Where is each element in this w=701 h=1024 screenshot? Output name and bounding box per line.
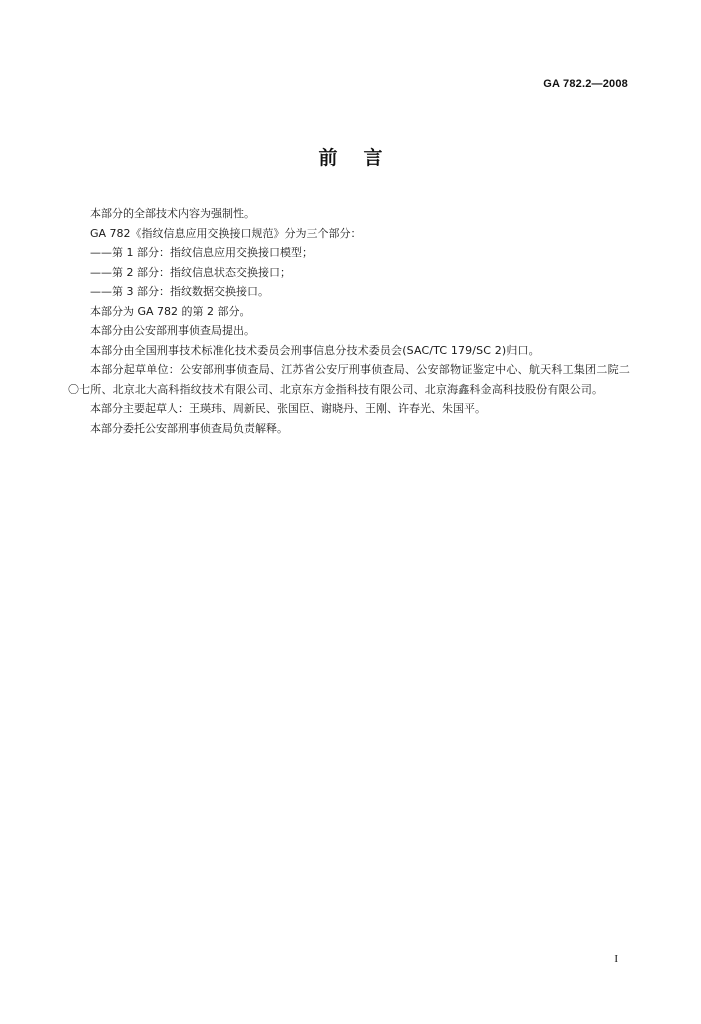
page-number: I bbox=[614, 953, 618, 965]
paragraph-this-part: 本部分为 GA 782 的第 2 部分。 bbox=[90, 304, 251, 318]
list-item-part-3: ——第 3 部分：指纹数据交换接口。 bbox=[90, 285, 269, 298]
paragraph-interpretation: 本部分委托公安部刑事侦查局负责解释。 bbox=[90, 421, 288, 435]
page-title: 前言 bbox=[318, 147, 409, 169]
paragraph-drafting-units: 本部分起草单位：公安部刑事侦查局、江苏省公安厅刑事侦查局、公安部物证鉴定中心、航天科工集团二院二〇七所、北京北大高科指纹技术有限公司、北京东方金指科技有限公司、北京海鑫科金高科技股份有限公司。 bbox=[68, 363, 630, 396]
paragraph-parts-intro: GA 782《指纹信息应用交换接口规范》分为三个部分： bbox=[90, 226, 362, 240]
paragraph-proposed-by: 本部分由公安部刑事侦查局提出。 bbox=[90, 324, 255, 337]
preface-body bbox=[68, 204, 630, 438]
list-item-part-1: ——第 1 部分：指纹信息应用交换接口模型； bbox=[90, 246, 313, 259]
document-code: GA 782.2—2008 bbox=[543, 78, 628, 90]
paragraph-mandatory: 本部分的全部技术内容为强制性。 bbox=[90, 207, 255, 220]
paragraph-centralized-by: 本部分由全国刑事技术标准化技术委员会刑事信息分技术委员会(SAC/TC 179/SC 2)归口。 bbox=[90, 343, 540, 357]
paragraph-drafters: 本部分主要起草人：王瑛玮、周新民、张国臣、谢晓丹、王刚、许春光、朱国平。 bbox=[90, 402, 486, 415]
list-item-part-2: ——第 2 部分：指纹信息状态交换接口； bbox=[90, 265, 291, 279]
